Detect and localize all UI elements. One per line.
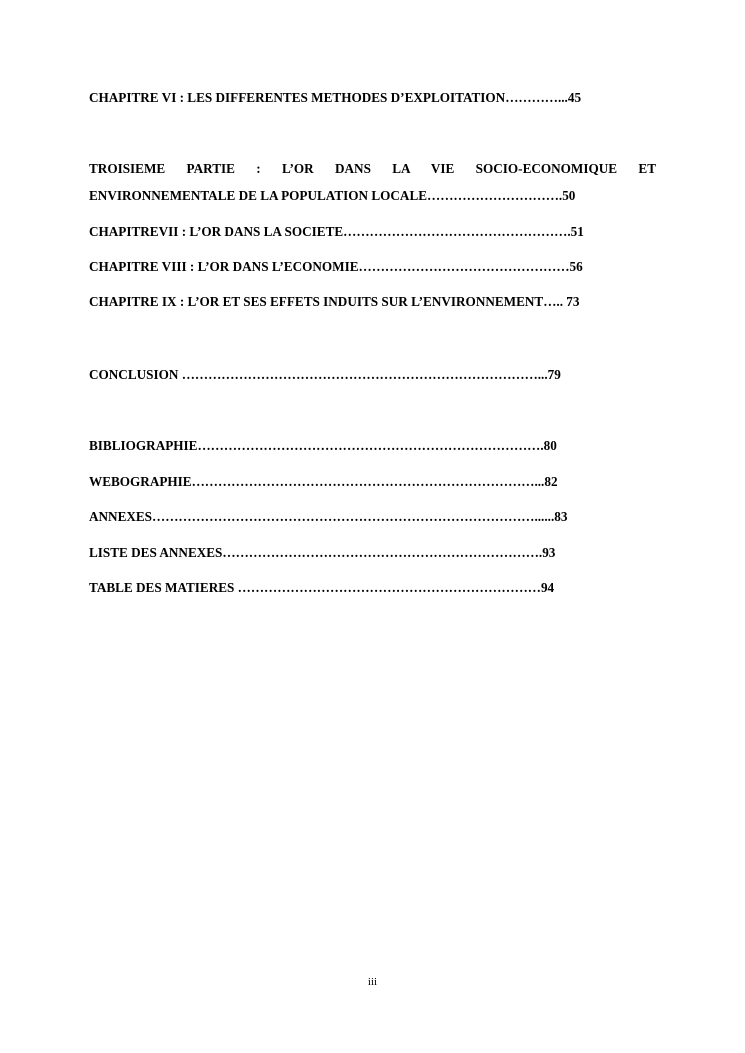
toc-entry-chapter-vi: CHAPITRE VI : LES DIFFERENTES METHODES D’EXPLOITATION…………...45 [89, 90, 582, 105]
toc-entry-part-three-line2: ENVIRONNEMENTALE DE LA POPULATION LOCALE………………………….50 [89, 188, 576, 203]
toc-entry-bibliographie: BIBLIOGRAPHIE…………………………………………………………………….80 [89, 438, 557, 453]
toc-entry-webographie: WEBOGRAPHIE……………………………………………………………………...82 [89, 474, 558, 489]
toc-entry-conclusion: CONCLUSION ………………………………………………………………………...79 [89, 367, 561, 382]
toc-entry-part-three-line1 [89, 161, 656, 177]
toc-entry-annexes: ANNEXES……………………………………………………………………………......83 [89, 509, 568, 524]
toc-entry-liste-annexes: LISTE DES ANNEXES……………………………………………………………….93 [89, 545, 556, 560]
toc-entry-chapter-ix: CHAPITRE IX : L’OR ET SES EFFETS INDUITS SUR L’ENVIRONNEMENT….. 73 [89, 294, 580, 309]
toc-entry-chapter-viii: CHAPITRE VIII : L’OR DANS L’ECONOMIE…………………………………………56 [89, 259, 583, 274]
toc-entry-chapter-vii: CHAPITREVII : L’OR DANS LA SOCIETE…………………………………………….51 [89, 224, 584, 239]
toc-entry-table-matieres: TABLE DES MATIERES ……………………………………………………………94 [89, 580, 555, 595]
toc-entry-part-three-heading: TROISIEME PARTIE : L’OR DANS LA VIE SOCIO-ECONOMIQUE ET [89, 161, 656, 176]
page-number: iii [367, 976, 378, 988]
